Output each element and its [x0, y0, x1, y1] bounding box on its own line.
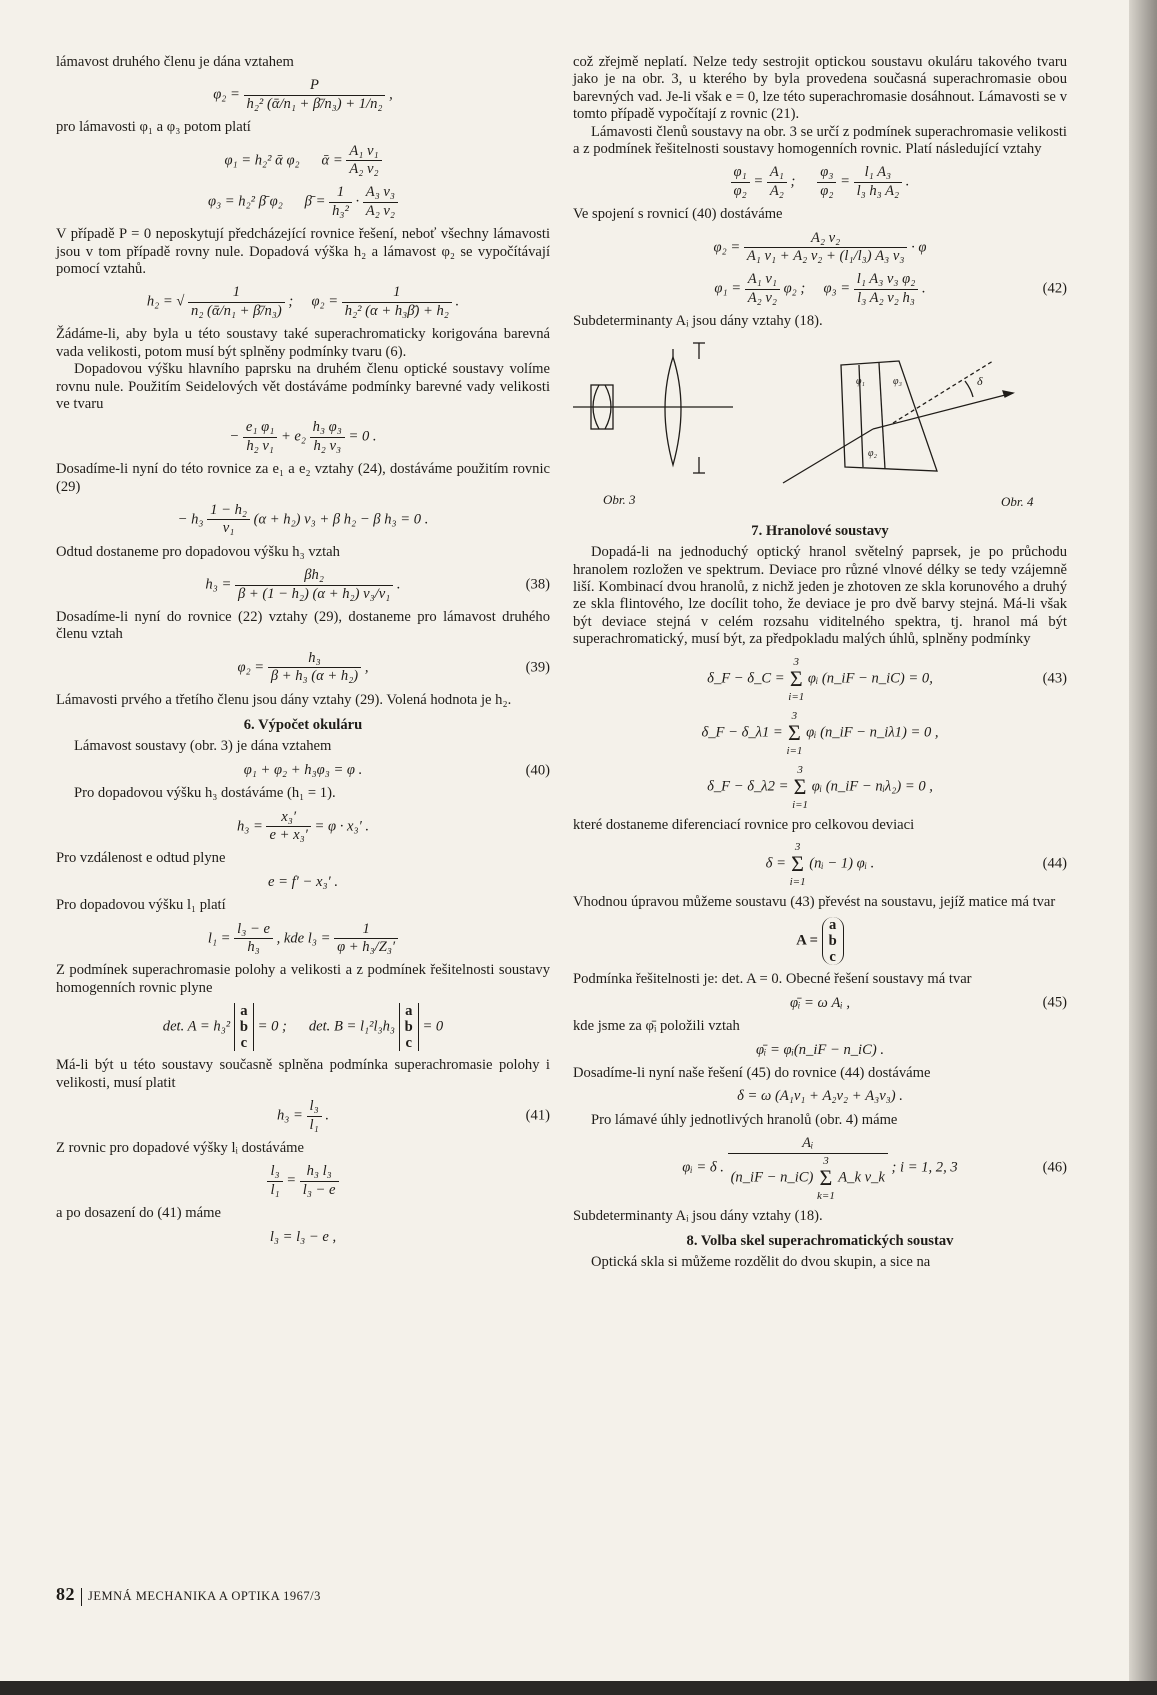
- figure-4-caption: Obr. 4: [1001, 493, 1034, 509]
- equation: φ₃ = h₂² β̄ φ₂ β̄ = $\frac{1}{\text{h₃²}}$ · $\frac{\text{A₃ ν₃}}{\text{A₂ ν₂}}$: [56, 184, 550, 220]
- equation-43: δ_F − δ_C = 3 Σ i=1 φᵢ (n_iF − n_iC) = 0, (43): [707, 655, 1067, 703]
- page-footer: [56, 1584, 321, 1606]
- equation-42: φ₁ = $\frac{\text{A₁ ν₁}}{\text{A₂ ν₂}}$ φ₂ ; φ₃ = $\frac{\text{l₁ A₃ ν₃ φ₂}}{\text{l₃ A₂ ν₂ h₃}}$ . (42): [714, 271, 1067, 306]
- paragraph: Dopadá-li na jednoduchý optický hranol světelný paprsek, je po průchodu hranolem rozložen ve spektrum. Deviace pro různé vlnové délky se tedy vzájemně liší. Kombinací dvou hranolů, z nichž jeden je zhotoven ze skla korunového a druhý ze skla flintového, lze docílit toho, že deviace je pro dvě barvy stejná. Má-li však být deviace stejná v celém rozsahu viditelného spektra, tj. hranol má být superachromatický, musí být, za předpokladu malých úhlů, splněny podmínky: [573, 544, 1067, 648]
- eyepiece-diagram: [573, 343, 733, 473]
- paragraph: Pro vzdálenost e odtud plyne: [56, 850, 226, 867]
- paragraph: Pro dopadovou výšku l₁ platí: [56, 897, 226, 914]
- paragraph: Žádáme-li, aby byla u této soustavy také superachromaticky korigována barevná vada velikosti, potom musí být splněny podmínky tvaru (6).: [56, 326, 550, 360]
- prism-label: φ₃: [893, 375, 903, 387]
- paragraph: Lámavosti prvého a třetího členu jsou dány vztahy (29). Volená hodnota je h₂.: [56, 691, 512, 708]
- equation: $\frac{\text{l₃}}{\text{l₁}}$ = $\frac{\text{h₃ l₃}}{\text{l₃ − e}}$: [56, 1163, 550, 1199]
- paragraph: Dosadíme-li nyní do této rovnice za e₁ a e₂ vztahy (24), dostáváme použitím rovnic (29): [56, 461, 550, 495]
- left-column: [56, 54, 550, 1252]
- paragraph: Má-li být u této soustavy současně splněna podmínka superachromasie polohy i velikosti, musí platit: [56, 1057, 550, 1091]
- paragraph: Dopadovou výšku hlavního paprsku na druhém členu optické soustavy volíme rovnu nule. Použitím Seidelových vět dostáváme podmínky barevné vady velikosti ve tvaru: [56, 361, 550, 412]
- equation: φ̄ᵢ = φᵢ(n_iF − n_iC) .: [755, 1041, 885, 1058]
- paragraph: Vhodnou úpravou můžeme soustavu (43) převést na soustavu, jejíž matice má tvar: [573, 893, 1056, 910]
- prism-label: φ₁: [856, 375, 866, 387]
- equation: e = f′ − x₃′ .: [267, 873, 339, 890]
- equation: l₃ = l₃ − e ,: [269, 1228, 337, 1245]
- section-heading: 6. Výpočet okuláru: [243, 717, 363, 733]
- paragraph: Pro lámavé úhly jednotlivých hranolů (obr. 4) máme: [591, 1111, 898, 1128]
- paragraph: Z podmínek superachromasie polohy a velikosti a z podmínek řešitelnosti soustavy homogenních rovnic plyne: [56, 962, 550, 996]
- paragraph: kde jsme za φ̄ᵢ položili vztah: [573, 1018, 740, 1035]
- paragraph: Odtud dostaneme pro dopadovou výšku h₃ vztah: [56, 543, 340, 560]
- paragraph: Subdeterminanty Aᵢ jsou dány vztahy (18).: [573, 1207, 823, 1224]
- paragraph: Subdeterminanty Aᵢ jsou dány vztahy (18).: [573, 313, 823, 330]
- equation-38: h₃ = $\frac{\text{βh₂}}{\text{β + (1 − h₂) (α + h₂) ν₃/ν₁}}$ . (38): [205, 567, 550, 602]
- paragraph: a po dosazení do (41) máme: [56, 1205, 221, 1222]
- equation: φ₂ = $\frac{P}{\text{h₂² (ᾱ/n₁ + β̄/n₃) + 1/n₂}}$ ,: [213, 77, 393, 112]
- equation-44: δ = 3 Σ i=1 (nᵢ − 1) φᵢ . (44): [765, 840, 1067, 888]
- paragraph: což zřejmě neplatí. Nelze tedy sestrojit optickou soustavu okuláru takového tvaru jako je na obr. 3, u kterého by byla provedena současná superachromasie obou barevných vad. Je-li však e = 0, lze této superachromasie dosáhnout. Lámavosti se v tomto případě vypočítají z rovnic (21).: [573, 54, 1067, 123]
- equation-45: φ̄ᵢ = ω Aᵢ , (45): [790, 994, 1067, 1011]
- paragraph: Pro dopadovou výšku h₃ dostáváme (h₁ = 1).: [74, 785, 336, 802]
- paragraph: Podmínka řešitelnosti je: det. A = 0. Obecné řešení soustavy má tvar: [573, 971, 972, 988]
- equation: $\frac{\text{φ₁}}{\text{φ₂}}$ = $\frac{\text{A₁}}{\text{A₂}}$ ; $\frac{\text{φ₃}}{\text{φ₂}}$ = $\frac{\text{l₁ A₃}}{\text{l₃ h₃ A₂}}$ .: [573, 164, 1067, 200]
- scan-edge: [0, 1681, 1157, 1695]
- figure-3-caption: Obr. 3: [603, 491, 636, 507]
- paragraph: Lámavost soustavy (obr. 3) je dána vztahem: [74, 738, 332, 755]
- paragraph: Z rovnic pro dopadové výšky lᵢ dostáváme: [56, 1139, 304, 1156]
- equation: l₁ = $\frac{\text{l₃ − e}}{\text{h₃}}$ , kde l₃ = $\frac{1}{\text{φ + h₃/Z₃′}}$: [56, 921, 550, 957]
- paragraph: pro lámavosti φ₁ a φ₃ potom platí: [56, 119, 251, 136]
- figures-row: [573, 337, 1067, 515]
- equation: h₃ = $\frac{\text{x₃′}}{\text{e + x₃′}}$ = φ · x₃′ .: [236, 808, 370, 844]
- equation: δ_F − δ_λ2 = 3 Σ i=1 φᵢ (n_iF − nᵢλ₂) = 0 ,: [707, 763, 933, 811]
- journal-name: JEMNÁ MECHANIKA A OPTIKA 1967/3: [88, 1589, 321, 1603]
- page-number: 82: [56, 1584, 75, 1604]
- paragraph: Optická skla si můžeme rozdělit do dvou skupin, a sice na: [591, 1254, 931, 1271]
- section-heading: 8. Volba skel superachromatických soustav: [686, 1233, 954, 1249]
- figure-3-4-drawing: [573, 337, 1067, 515]
- equation: φ₂ = $\frac{\text{A₂ ν₂}}{\text{A₁ ν₁ + A₂ ν₂ + (l₁/l₃) A₃ ν₃}}$ · φ: [713, 229, 927, 265]
- paragraph: Ve spojení s rovnicí (40) dostáváme: [573, 206, 783, 223]
- equation: A = a b c: [573, 917, 1067, 965]
- equation: − h₃ $\frac{\text{1 − h₂}}{\text{ν₁}}$ (α + h₂) ν₃ + β h₂ − β h₃ = 0 .: [177, 501, 429, 537]
- equation-39: φ₂ = $\frac{\text{h₃}}{\text{β + h₃ (α + h₂)}}$ , (39): [237, 649, 550, 685]
- prism-label: φ₂: [868, 447, 878, 459]
- paragraph: Lámavosti členů soustavy na obr. 3 se určí z podmínek superachromasie velikosti a z podmínek řešitelnosti soustavy homogenních rovnic. Platí následující vztahy: [573, 123, 1067, 158]
- page-edge-shadow: [1129, 0, 1157, 1695]
- equation: δ = ω (A₁ν₁ + A₂ν₂ + A₃ν₃) .: [737, 1088, 903, 1105]
- equation: h₂ = √ $\frac{1}{\text{n₂ (ᾱ/n₁ + β̄/n₃)}}$ ; φ₂ = $\frac{1}{\text{h₂² (α + h₃β̄) + h₂}}$ .: [146, 284, 460, 319]
- equation-41: h₃ = $\frac{\text{l₃}}{\text{l₁}}$ . (41): [277, 1098, 550, 1133]
- equation: δ_F − δ_λ1 = 3 Σ i=1 φᵢ (n_iF − n_iλ1) = 0 ,: [701, 709, 939, 757]
- paragraph: lámavost druhého členu je dána vztahem: [56, 54, 294, 70]
- paragraph: Dosadíme-li nyní do rovnice (22) vztahy (29), dostaneme pro lámavost druhého členu vztah: [56, 608, 550, 643]
- right-column: [573, 54, 1067, 1272]
- equation: φ₁ = h₂² ᾱ φ₂ ᾱ = $\frac{\text{A₁ ν₁}}{\text{A₂ ν₂}}$: [56, 143, 550, 179]
- section-heading: 7. Hranolové soustavy: [751, 522, 889, 539]
- deviation-label: δ: [977, 373, 983, 388]
- paragraph: které dostaneme diferenciací rovnice pro celkovou deviaci: [573, 816, 915, 833]
- equation: det. A = h₃² a b c = 0 ; det. B = l₁²l₃h₃ a b c = 0: [162, 1003, 444, 1052]
- equation: − $\frac{\text{e₁ φ₁}}{\text{h₂ ν₁}}$ + e₂ $\frac{\text{h₃ φ₃}}{\text{h₂ ν₃}}$ = 0 .: [229, 419, 377, 454]
- equation-40: φ₁ + φ₂ + h₃φ₃ = φ . (40): [243, 761, 550, 778]
- paragraph: V případě P = 0 neposkytují předcházející rovnice řešení, neboť všechny lámavosti jsou v tom případě rovny nule. Dopadová výška h₂ a lámavost φ₂ se vypočítávají pomocí vztahů.: [56, 226, 550, 278]
- paragraph: Dosadíme-li nyní naše řešení (45) do rovnice (44) dostáváme: [573, 1064, 931, 1081]
- equation-46: φᵢ = δ . Aᵢ (n_iF − n_iC) 3 Σ k=1 A_k ν_k ; i = 1, 2, 3 (46): [682, 1135, 1067, 1202]
